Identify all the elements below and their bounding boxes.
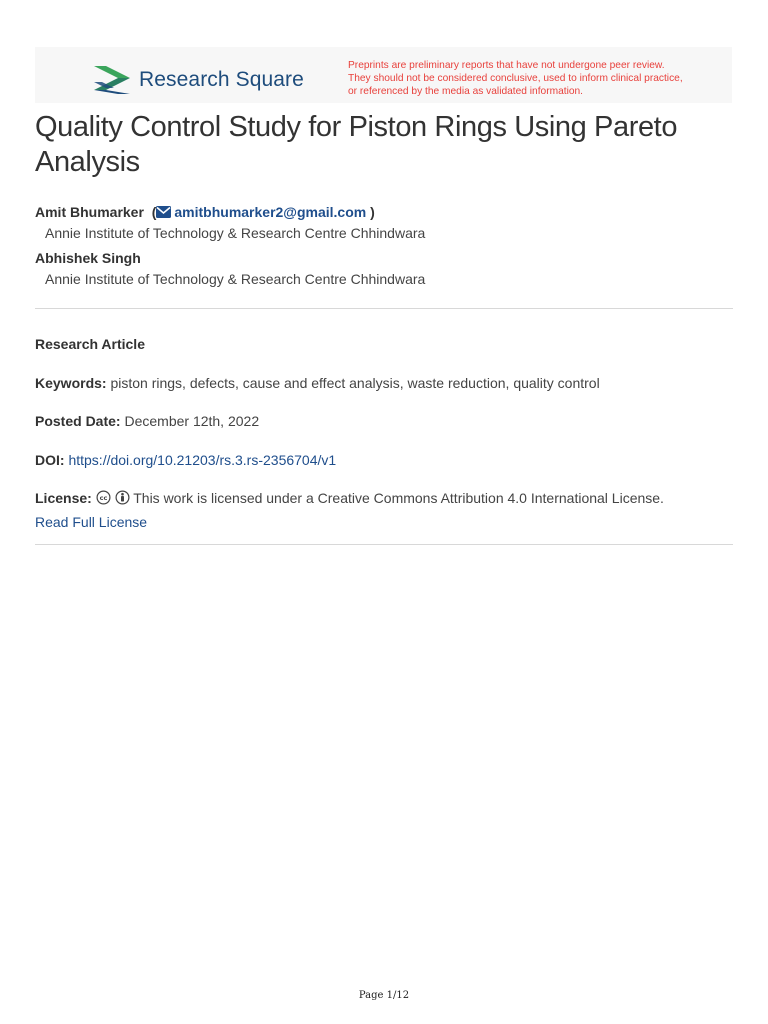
author-list [35,202,735,294]
author-affiliation: Annie Institute of Technology & Research Centre Chhindwara [45,271,426,287]
brand-name: Research Square [139,68,304,91]
email-open-paren: ( [147,204,157,220]
posted-date [35,410,735,432]
envelope-icon [156,206,171,218]
paper-title: Quality Control Study for Piston Rings Using Pareto Analysis [35,111,678,178]
page-number: Page 1/12 [358,990,410,1001]
cc-icon [96,490,111,505]
preprint-notice [348,59,708,98]
preprint-notice-line: They should not be considered conclusive, used to inform clinical practice, [348,73,683,84]
doi-link[interactable]: https://doi.org/10.21203/rs.3.rs-2356704/v1 [68,452,337,468]
email-close-paren: ) [366,204,375,220]
keywords-value: piston rings, defects, cause and effect analysis, waste reduction, quality control [110,375,600,391]
keywords-label: Keywords: [35,375,107,391]
article-type-label: Research Article [35,336,145,352]
author-affiliation: Annie Institute of Technology & Research Centre Chhindwara [45,225,426,241]
preprint-notice-line: Preprints are preliminary reports that have not undergone peer review. [348,60,665,71]
license-label: License: [35,490,92,506]
read-full-license-link[interactable]: Read Full License [35,514,148,530]
license-text: This work is licensed under a Creative Commons Attribution 4.0 International License. [133,490,664,506]
author-email-link[interactable] [156,204,366,220]
author-email: amitbhumarker2@gmail.com [174,204,367,220]
doi [35,449,735,471]
research-square-logo[interactable] [92,62,304,98]
by-icon [115,490,130,505]
author-entry [35,202,735,222]
divider [35,544,733,545]
research-square-logo-icon [92,63,132,97]
license [35,487,735,533]
divider [35,308,733,309]
author-entry [35,248,735,268]
article-type [35,333,735,355]
posted-date-label: Posted Date: [35,413,121,429]
author-name: Abhishek Singh [35,250,141,266]
doi-label: DOI: [35,452,65,468]
license-icons [96,489,130,511]
keywords [35,372,735,394]
preprint-notice-line: or referenced by the media as validated information. [348,86,584,97]
posted-date-value: December 12th, 2022 [124,413,260,429]
svg-text:cc: cc [99,494,108,502]
author-name: Amit Bhumarker [35,204,144,220]
